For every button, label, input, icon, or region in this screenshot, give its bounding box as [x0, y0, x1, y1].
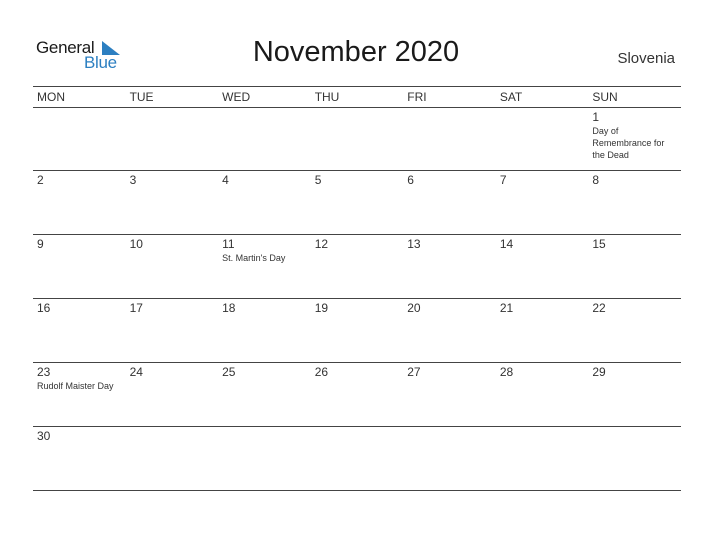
day-number: 2 [37, 173, 44, 187]
day-cell [126, 108, 219, 170]
weekday-header-fri: FRI [407, 90, 427, 104]
day-number: 27 [407, 365, 421, 379]
day-cell [403, 299, 496, 362]
day-number: 15 [592, 237, 606, 251]
day-cell [496, 363, 589, 426]
weekday-header-tue: TUE [129, 90, 154, 104]
week-row [33, 171, 681, 235]
day-cell [496, 299, 589, 362]
day-number: 14 [499, 237, 514, 251]
day-number: 5 [314, 173, 322, 187]
day-number: 24 [129, 365, 143, 379]
day-cell [403, 108, 496, 170]
weekday-header-sun: SUN [592, 90, 618, 104]
holiday-label: St. Martin's Day [222, 253, 286, 263]
day-cell [496, 427, 589, 490]
day-number: 30 [37, 429, 51, 443]
weekday-header-wed: WED [222, 90, 251, 104]
weekday-header-sat: SAT [499, 90, 523, 104]
day-cell [218, 427, 311, 490]
day-cell [126, 299, 219, 362]
day-cell [126, 363, 219, 426]
day-number: 3 [129, 173, 137, 187]
day-number: 13 [407, 237, 421, 251]
day-number: 9 [37, 237, 44, 251]
day-number: 12 [314, 237, 329, 251]
week-row [33, 235, 681, 299]
week-row [33, 299, 681, 363]
day-number: 19 [314, 301, 329, 315]
day-cell [588, 299, 681, 362]
day-number: 29 [592, 365, 606, 379]
day-number: 7 [499, 173, 507, 187]
day-cell [403, 171, 496, 234]
day-cell [311, 427, 404, 490]
day-cell [33, 299, 126, 362]
day-cell [311, 363, 404, 426]
day-cell [496, 108, 589, 170]
day-cell [588, 235, 681, 298]
day-number: 21 [499, 301, 514, 315]
day-cell [218, 171, 311, 234]
day-cell [311, 235, 404, 298]
day-cell [126, 427, 219, 490]
weeks-container [33, 108, 681, 491]
day-cell [218, 108, 311, 170]
day-cell [311, 108, 404, 170]
day-number: 23 [37, 365, 51, 379]
day-cell [496, 171, 589, 234]
day-number: 25 [222, 365, 236, 379]
day-cell [126, 171, 219, 234]
calendar-grid [33, 86, 681, 491]
day-number: 16 [37, 301, 51, 315]
day-cell [33, 108, 126, 170]
day-number: 1 [592, 110, 600, 124]
day-number: 22 [592, 301, 606, 315]
day-number: 11 [222, 237, 235, 251]
day-cell [588, 108, 681, 170]
week-row [33, 427, 681, 491]
logo-word-general: General [36, 38, 95, 57]
day-number: 26 [314, 365, 329, 379]
day-cell [588, 171, 681, 234]
day-cell [311, 299, 404, 362]
logo-word-blue: Blue [84, 53, 117, 72]
week-row [33, 108, 681, 171]
day-cell [33, 363, 126, 426]
day-cell [588, 363, 681, 426]
day-cell [496, 235, 589, 298]
day-number: 6 [407, 173, 414, 187]
day-cell [311, 171, 404, 234]
day-number: 4 [222, 173, 229, 187]
day-cell [33, 171, 126, 234]
day-cell [403, 363, 496, 426]
day-number: 28 [499, 365, 514, 379]
day-cell [218, 235, 311, 298]
day-cell [403, 235, 496, 298]
page-title: November 2020 [252, 36, 460, 68]
day-cell [588, 427, 681, 490]
day-number: 8 [592, 173, 600, 187]
week-row [33, 363, 681, 427]
country-label: Slovenia [617, 50, 675, 67]
day-cell [218, 299, 311, 362]
day-number: 20 [407, 301, 421, 315]
day-number: 18 [222, 301, 236, 315]
holiday-label: Day of Remembrance for the Dead [592, 126, 665, 160]
day-cell [403, 427, 496, 490]
weekday-header-row [33, 87, 681, 108]
holiday-label: Rudolf Maister Day [37, 381, 114, 391]
weekday-header-mon: MON [37, 90, 65, 104]
day-cell [33, 427, 126, 490]
day-number: 10 [129, 237, 143, 251]
day-cell [126, 235, 219, 298]
day-number: 17 [129, 301, 143, 315]
day-cell [33, 235, 126, 298]
weekday-header-thu: THU [314, 90, 340, 104]
day-cell [218, 363, 311, 426]
